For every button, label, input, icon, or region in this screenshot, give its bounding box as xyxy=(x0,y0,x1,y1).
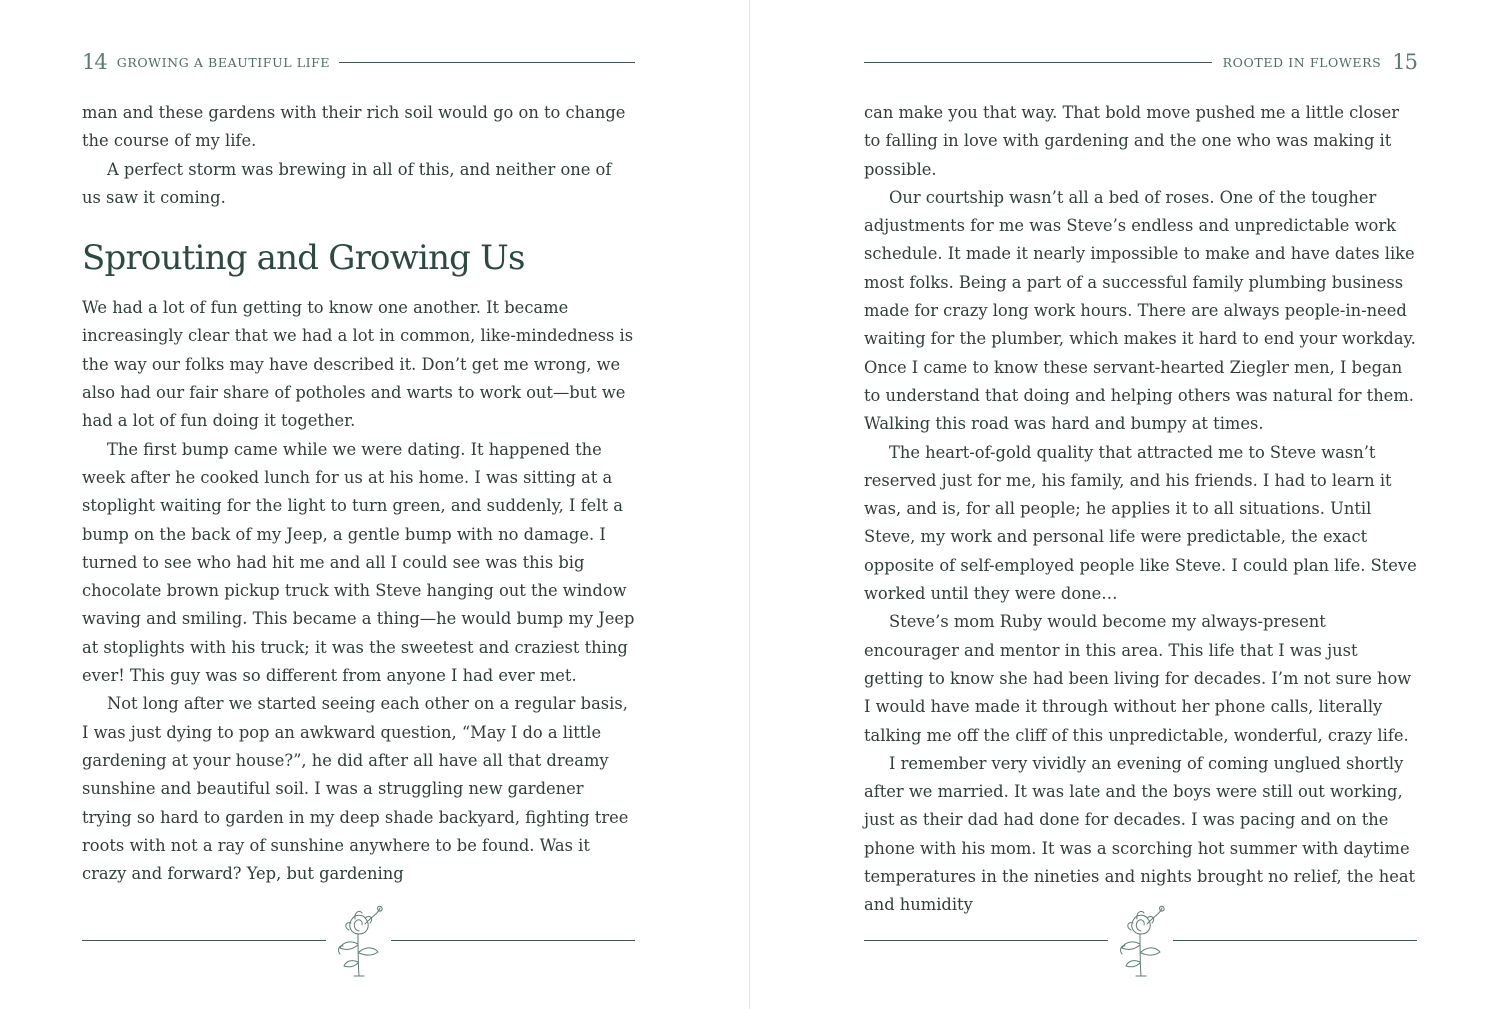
left-page xyxy=(82,0,635,1009)
paragraph: A perfect storm was brewing in all of this, and neither one of us saw it coming. xyxy=(82,159,612,207)
paragraph: The first bump came while we were dating. It happened the week after he cooked lunch for us at his home. I was sitting at a stoplight waiting for the light to turn green, and suddenly, I felt a bump on the back of my Jeep, a gentle bump with no damage. I turned to see who had hit me and all I could see was this big chocolate brown pickup truck with Steve hanging out the window waving and smiling. This became a thing—he would bump my Jeep at stoplights with his truck; it was the sweetest and craziest thing ever! This guy was so different from anyone I had ever met. xyxy=(82,439,635,686)
right-body-text xyxy=(864,99,1417,920)
footer-rule-right xyxy=(1173,940,1417,941)
flower-icon xyxy=(332,904,386,980)
page-number: 14 xyxy=(82,50,107,74)
left-body-text xyxy=(82,99,635,888)
paragraph: The heart-of-gold quality that attracted me to Steve wasn’t reserved just for me, his family, and his friends. I had to learn it was, and is, for all people; he applies it to all situations. Until Steve, my work and personal life were predictable, the exact opposite of self-employed people like Steve. I could plan life. Steve worked until they were done… xyxy=(864,442,1417,604)
paragraph: I remember very vividly an evening of coming unglued shortly after we married. It was late and the boys were still out working, just as their dad had done for decades. I was pacing and on the phone with his mom. It was a scorching hot summer with daytime temperatures in the nineties and nights brought no relief, the heat and humidity xyxy=(864,753,1416,915)
paragraph: Not long after we started seeing each other on a regular basis, I was just dying to pop an awkward question, “May I do a little gardening at your house?”, he did after all have all that dreamy sunshine and beautiful soil. I was a struggling new gardener trying so hard to garden in my deep shade backyard, fighting tree roots with not a ray of sunshine anywhere to be found. Was it crazy and forward? Yep, but gardening xyxy=(82,694,629,884)
section-heading: Sprouting and Growing Us xyxy=(82,238,525,279)
right-running-head xyxy=(864,50,1417,74)
running-head-title: GROWING A BEAUTIFUL LIFE xyxy=(116,54,331,70)
footer-ornament xyxy=(82,900,635,980)
header-rule xyxy=(864,62,1212,63)
paragraph: Our courtship wasn’t all a bed of roses. One of the tougher adjustments for me was Steve’s endless and unpredictable work schedule. It made it nearly impossible to make and have dates like most folks. Being a part of a successful family plumbing business made for crazy long work hours. There are always people-in-need waiting for the plumber, which makes it hard to end your workday. Once I came to know these servant-hearted Ziegler men, I began to understand that doing and helping others was natural for them. Walking this road was hard and bumpy at times. xyxy=(864,187,1416,434)
footer-ornament xyxy=(864,900,1417,980)
paragraph: can make you that way. That bold move pushed me a little closer to falling in love with gardening and the one who was making it possible. xyxy=(864,103,1400,179)
flower-icon xyxy=(1114,904,1168,980)
footer-rule-right xyxy=(391,940,635,941)
header-rule xyxy=(339,62,635,63)
footer-rule-left xyxy=(82,940,326,941)
paragraph: man and these gardens with their rich soil would go on to change the course of my life. xyxy=(82,103,626,151)
paragraph: Steve’s mom Ruby would become my always-present encourager and mentor in this area. This life that I was just getting to know she had been living for decades. I’m not sure how I would have made it through without her phone calls, literally talking me off the cliff of this unpredictable, wonderful, crazy life. xyxy=(864,612,1412,745)
footer-rule-left xyxy=(864,940,1108,941)
paragraph: We had a lot of fun getting to know one another. It became increasingly clear that we had a lot in common, like-mindedness is the way our folks may have described it. Don’t get me wrong, we also had our fair share of potholes and warts to work out—but we had a lot of fun doing it together. xyxy=(82,298,634,431)
page-gutter xyxy=(749,0,750,1009)
page-number: 15 xyxy=(1392,50,1417,74)
left-running-head xyxy=(82,50,635,74)
running-head-title: ROOTED IN FLOWERS xyxy=(1222,54,1382,70)
right-page xyxy=(864,0,1417,1009)
